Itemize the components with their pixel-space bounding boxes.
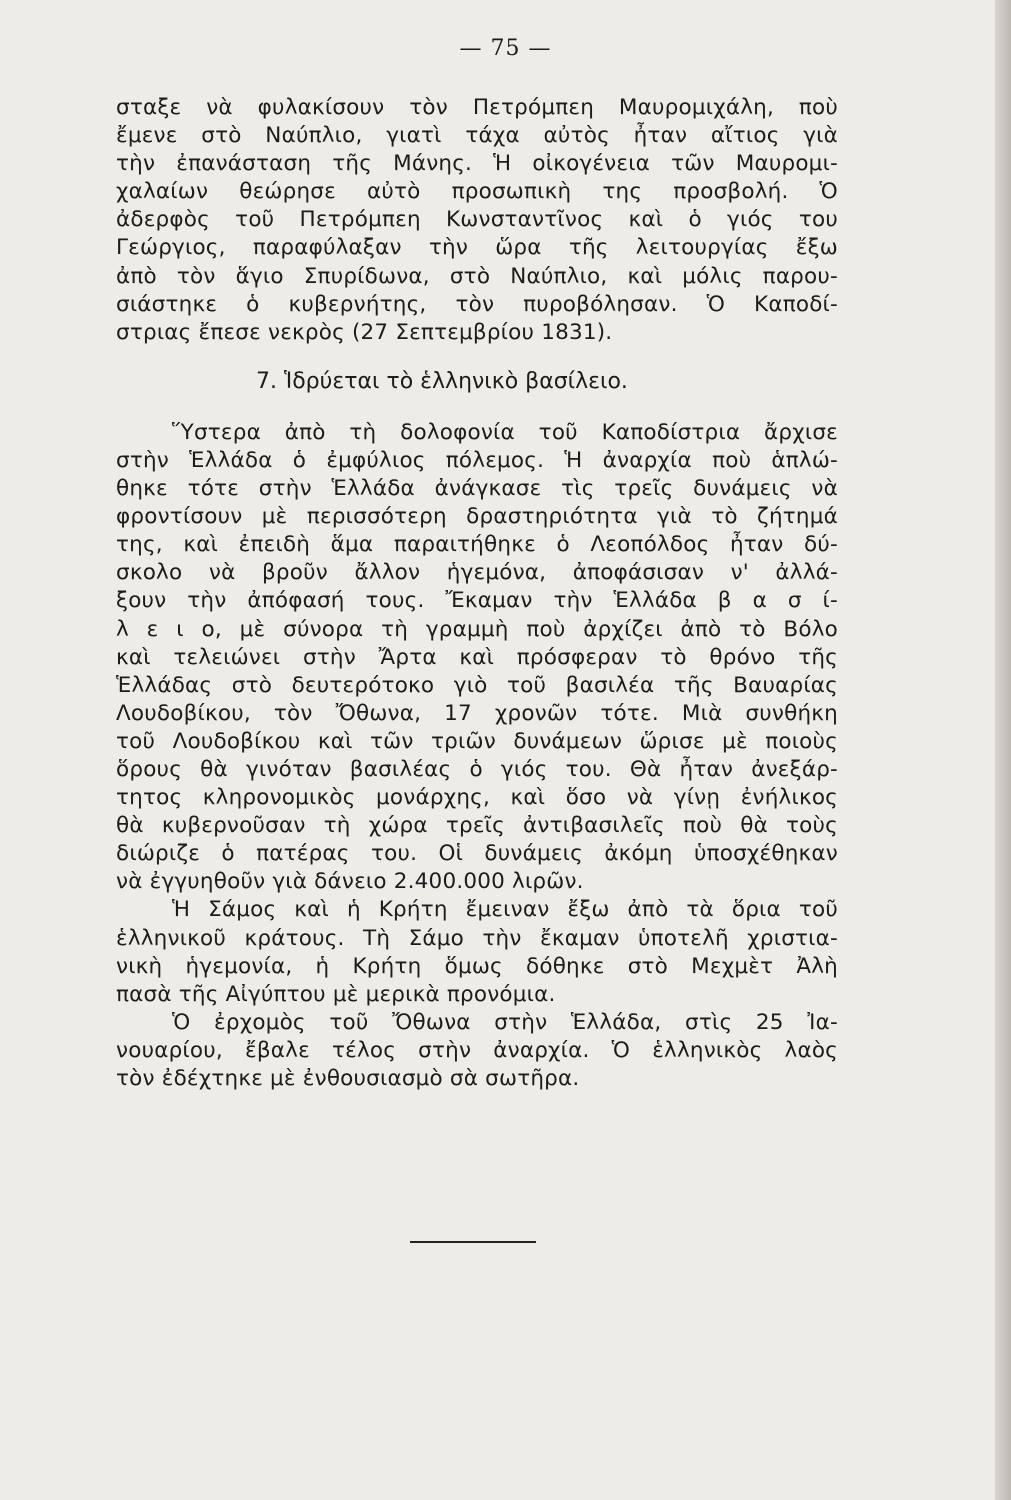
text-line: ἑλληνικοῦ κράτους. Τὴ Σάμο τὴν ἔκαμαν ὑποτελῆ χριστια- [116,925,838,951]
text-line: Ὁ ἐρχομὸς τοῦ Ὄθωνα στὴν Ἑλλάδα, στὶς 25 Ἰα- [172,1009,838,1035]
text-line: λ ε ι ο, μὲ σύνορα τὴ γραμμὴ ποὺ ἀρχίζει ἀπὸ τὸ Βόλο [116,616,838,642]
paragraph-othon [116,1009,838,1093]
text-line: ξουν τὴν ἀπόφασή τους. Ἔκαμαν τὴν Ἑλλάδα β α σ ί- [116,588,838,614]
text-line: τητος κληρονομικὸς μονάρχης, καὶ ὅσο νὰ γίνῃ ἐνήλικος [116,785,838,811]
text-line: χαλαίων θεώρησε αὐτὸ προσωπικὴ της προσβολή. Ὁ [116,179,838,205]
text-line: Ὕστερα ἀπὸ τὴ δολοφονία τοῦ Καποδίστρια ἄρχισε [172,419,838,445]
body-text [116,94,838,1093]
text-line: τὸν ἐδέχτηκε μὲ ἐνθουσιασμὸ σὰ σωτῆρα. [116,1066,580,1091]
text-line: διώριζε ὁ πατέρας του. Οἱ δυνάμεις ἀκόμη ὑποσχέθηκαν [116,841,838,867]
section-heading: 7. Ἱδρύεται τὸ ἑλληνικὸ βασίλειο. [256,368,628,394]
text-line: Ἑλλάδας στὸ δευτερότοκο γιὸ τοῦ βασιλέα τῆς Βαυαρίας [116,672,838,698]
text-line: σκολο νὰ βροῦν ἄλλον ἡγεμόνα, ἀποφάσισαν ν' ἀλλά- [116,560,838,586]
text-line: τὴν ἐπανάσταση τῆς Μάνης. Ἡ οἰκογένεια τῶν Μαυρομι- [116,151,838,177]
text-line: πασὰ τῆς Αἰγύπτου μὲ μερικὰ προνόμια. [116,981,556,1007]
text-line: νικὴ ἡγεμονία, ἡ Κρήτη ὅμως δόθηκε στὸ Μεχμὲτ Ἀλὴ [116,953,838,979]
page-number: — 75 — [459,36,552,61]
text-line: θὰ κυβερνοῦσαν τὴ χώρα τρεῖς ἀντιβασιλεῖς ποὺ θὰ τοὺς [116,813,838,839]
text-line: ἀδερφὸς τοῦ Πετρόμπεη Κωνσταντῖνος καὶ ὁ γιός του [116,207,838,233]
text-line: Ἡ Σάμος καὶ ἡ Κρήτη ἔμειναν ἔξω ἀπὸ τὰ ὅρια τοῦ [172,897,838,923]
page-edge-shadow [995,0,1011,1500]
text-line: θηκε τότε στὴν Ἑλλάδα ἀνάγκασε τὶς τρεῖς δυνάμεις νὰ [116,476,838,502]
text-line: Γεώργιος, παραφύλαξαν τὴν ὥρα τῆς λειτουργίας ἔξω [116,235,838,261]
text-line: Λουδοβίκου, τὸν Ὄθωνα, 17 χρονῶν τότε. Μιὰ συνθήκη [116,700,838,726]
text-line: στὴν Ἑλλάδα ὁ ἐμφύλιος πόλεμος. Ἡ ἀναρχία ποὺ ἁπλώ- [116,447,838,473]
text-line: της, καὶ ἐπειδὴ ἅμα παραιτήθηκε ὁ Λεοπόλδος ἦταν δύ- [116,532,838,558]
text-line: στριας ἔπεσε νεκρὸς (27 Σεπτεμβρίου 1831). [116,319,613,345]
text-line: φροντίσουν μὲ περισσότερη δραστηριότητα γιὰ τὸ ζήτημά [116,504,838,530]
text-line: τοῦ Λουδοβίκου καὶ τῶν τριῶν δυνάμεων ὥρισε μὲ ποιοὺς [116,728,838,754]
text-line: ὅρους θὰ γινόταν βασιλέας ὁ γιός του. Θὰ ἦταν ἀνεξάρ- [116,756,838,782]
paragraph-intro [116,94,838,347]
text-line: νὰ ἐγγυηθοῦν γιὰ δάνειο 2.400.000 λιρῶν. [116,869,584,895]
paragraph-main [116,419,838,897]
text-line: ἔμενε στὸ Ναύπλιο, γιατὶ τάχα αὐτὸς ἦταν αἴτιος γιὰ [116,123,838,149]
text-line: νουαρίου, ἔβαλε τέλος στὴν ἀναρχία. Ὁ ἑλληνικὸς λαὸς [116,1037,838,1063]
text-line: σταξε νὰ φυλακίσουν τὸν Πετρόμπεη Μαυρομιχάλη, ποὺ [116,95,838,120]
paragraph-samos [116,896,838,1008]
end-rule [410,1241,536,1243]
text-line: ἀπὸ τὸν ἅγιο Σπυρίδωνα, στὸ Ναύπλιο, καὶ μόλις παρου- [116,263,838,289]
text-line: καὶ τελειώνει στὴν Ἄρτα καὶ πρόσφεραν τὸ θρόνο τῆς [116,644,838,670]
text-line: σιάστηκε ὁ κυβερνήτης, τὸν πυροβόλησαν. Ὁ Καποδί- [116,291,838,317]
